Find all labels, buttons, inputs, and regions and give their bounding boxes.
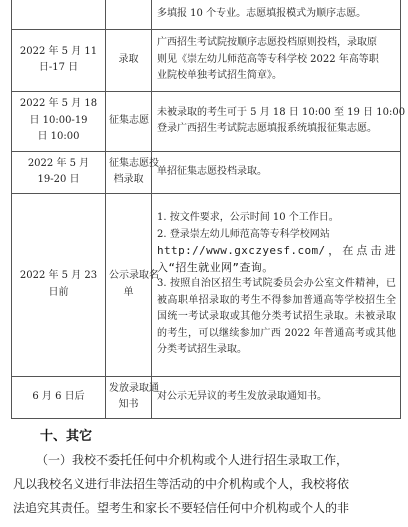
date-line: 日 10:00-19 bbox=[29, 114, 88, 126]
table-row bbox=[12, 193, 401, 376]
content-item: 1. 按文件要求，公示时间 10 个工作日。 bbox=[157, 212, 339, 224]
stage-line: 知书 bbox=[118, 399, 139, 410]
date-line: 2022 年 5 月 18 bbox=[19, 98, 98, 110]
date-cell bbox=[12, 193, 106, 376]
stage-line: 公示录取名 bbox=[109, 270, 159, 281]
date-cell bbox=[12, 29, 106, 91]
content-line: 对公示无异议的考生发放录取通知书。 bbox=[157, 390, 327, 402]
date-cell bbox=[12, 91, 106, 151]
date-line: 19-20 日 bbox=[37, 174, 80, 185]
content-item: 3. 按照自治区招生考试院委员会办公室文件精神，已被高职单招录取的考生不得参加普通高等学校招生全国统一考试录取或其他分类考试招生录取。未被录取的考生，可以继续参加广西 2022 年普通高考或其他分类考试招生录取。 bbox=[157, 278, 396, 356]
date-line: 2022 年 5 月 bbox=[27, 157, 90, 169]
content-cell bbox=[152, 151, 401, 193]
content-line: 单招征集志愿投档录取。 bbox=[157, 165, 267, 177]
stage-cell bbox=[106, 193, 159, 376]
stage-line: 征集志愿投 bbox=[109, 157, 159, 169]
content-cell bbox=[152, 29, 401, 91]
stage-cell bbox=[106, 91, 152, 151]
stage-cell bbox=[106, 376, 159, 418]
table-row bbox=[12, 151, 401, 193]
stage-cell bbox=[106, 29, 152, 91]
paragraph-line: 凡以我校名义进行非法招生等活动的中介机构或个人，我校将依 bbox=[13, 477, 350, 491]
table-row bbox=[12, 376, 401, 418]
section-heading: 十、其它 bbox=[40, 429, 93, 444]
content-item: 2. 登录崇左幼儿师范高等专科学校网站 bbox=[157, 228, 330, 240]
date-line: 2022 年 5 月 23 bbox=[19, 270, 98, 281]
content-line: 则见《崇左幼儿师范高等专科学校 2022 年高等职 bbox=[157, 53, 379, 65]
content-cell bbox=[152, 376, 401, 418]
paragraph-line: （一）我校不委托任何中介机构或个人进行招生录取工作， bbox=[36, 453, 349, 467]
paragraph-line: 法追究其责任。望考生和家长不要轻信任何中介机构或个人的非 bbox=[13, 501, 350, 515]
stage-line: 发放录取通 bbox=[109, 382, 159, 394]
admission-schedule-table bbox=[11, 0, 406, 419]
stage-line: 录取 bbox=[118, 53, 139, 65]
content-line: 未被录取的考生可于 5 月 18 日 10:00 至 19 日 10:00 bbox=[157, 106, 406, 118]
date-cell bbox=[12, 376, 106, 418]
date-cell bbox=[12, 0, 106, 29]
date-line: 2022 年 5 月 11 bbox=[19, 45, 98, 57]
date-line: 日 10:00 bbox=[37, 131, 80, 143]
table-row bbox=[12, 29, 401, 91]
content-cell bbox=[152, 193, 401, 376]
table-row bbox=[12, 91, 401, 151]
content-line: 广西招生考试院按顺序志愿投档原则投档，录取原 bbox=[157, 37, 377, 49]
table-row bbox=[12, 0, 401, 29]
stage-cell bbox=[106, 0, 152, 29]
stage-cell bbox=[106, 151, 159, 193]
date-line: 日-17 日 bbox=[38, 62, 79, 73]
date-line: 日前 bbox=[48, 286, 69, 298]
stage-line: 征集志愿 bbox=[109, 114, 149, 126]
date-cell bbox=[12, 151, 106, 193]
content-line: 业院校单独考试招生简章》。 bbox=[157, 70, 282, 82]
stage-line: 档录取 bbox=[113, 174, 144, 185]
content-cell bbox=[152, 91, 406, 151]
section-paragraph bbox=[13, 448, 399, 520]
stage-line: 单 bbox=[123, 286, 134, 298]
content-cell bbox=[152, 0, 401, 29]
date-line: 6 月 6 日后 bbox=[32, 390, 85, 402]
website-link[interactable]: http://www.gxczyesf.com/，在点击进入“招生就业网”查询。 bbox=[157, 244, 396, 274]
content-line: 登录广西招生考试院志愿填报系统填报征集志愿。 bbox=[157, 123, 377, 134]
content-line: 多填报 10 个专业。志愿填报模式为顺序志愿。 bbox=[157, 8, 367, 19]
